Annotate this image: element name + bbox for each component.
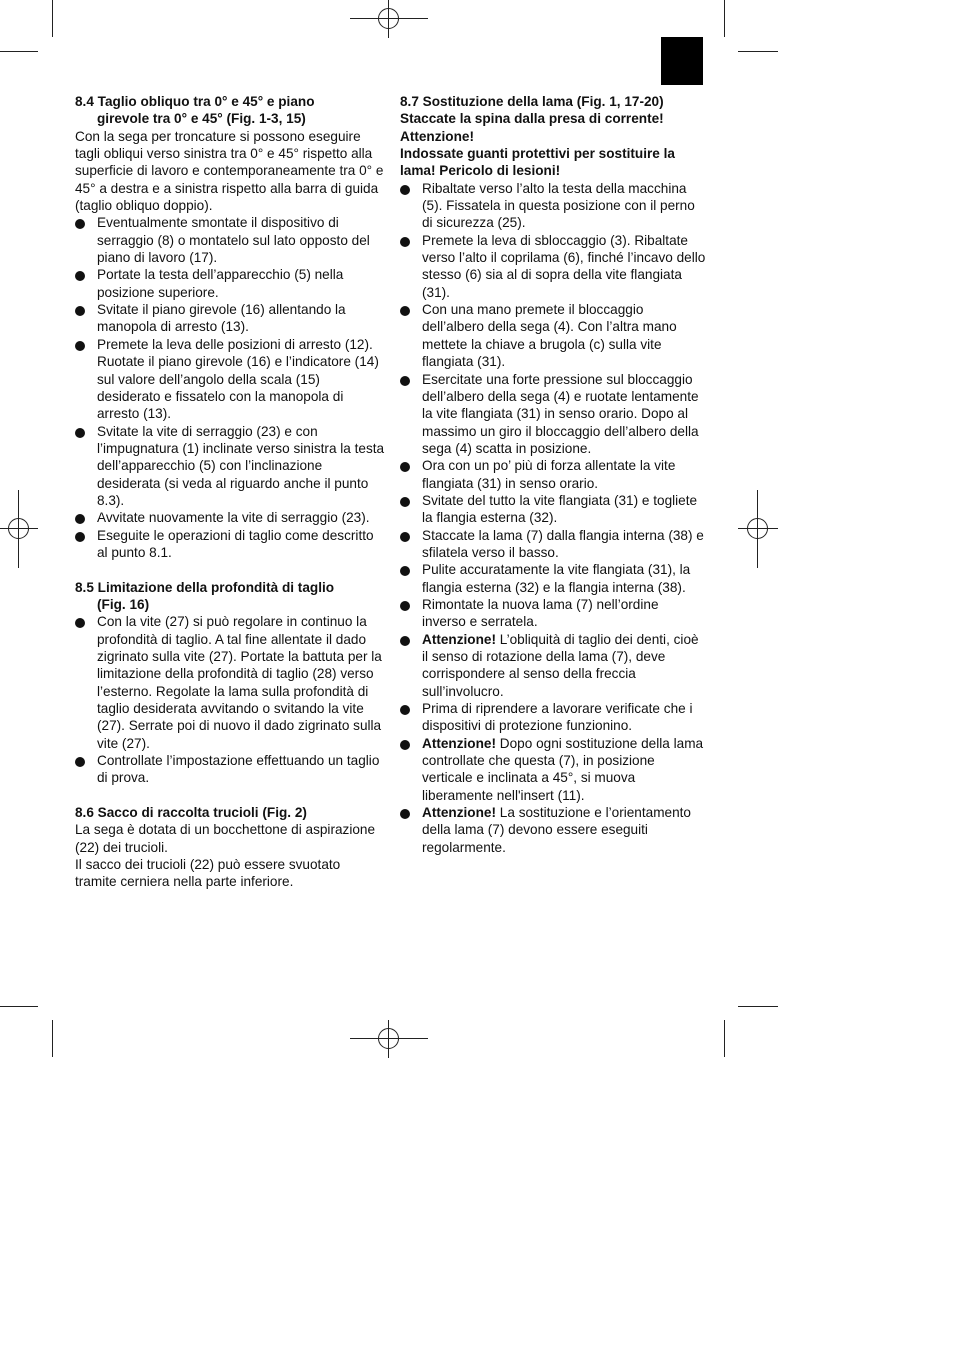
list-item: Ribaltate verso l’alto la testa della macchina (5). Fissatela in questa posizione con il perno di sicurezza (25).: [400, 180, 706, 232]
list-item-attention: Attenzione! Dopo ogni sostituzione della lama controllate che questa (7), in posizione verticale e inclinata a 45°, si muova liberamente nell'insert (11).: [400, 735, 706, 804]
bullet-icon: [400, 532, 410, 542]
section-8-5-list: [75, 613, 385, 786]
list-item: Controllate l’impostazione effettuando un taglio di prova.: [75, 752, 385, 787]
bullet-icon: [75, 428, 85, 438]
right-column: [400, 93, 706, 856]
bullet-icon: [75, 514, 85, 524]
section-8-4: [75, 93, 385, 561]
section-8-4-title-1: 8.4 Taglio obliquo tra 0° e 45° e piano: [75, 94, 315, 109]
list-item: Svitate del tutto la vite flangiata (31) e togliete la flangia esterna (32).: [400, 492, 706, 527]
section-8-4-title-2: girevole tra 0° e 45° (Fig. 1-3, 15): [97, 111, 306, 127]
warning-attention: Attenzione!: [400, 128, 475, 144]
bullet-icon: [400, 237, 410, 247]
list-item: Pulite accuratamente la vite flangiata (31), la flangia esterna (32) e la flangia interna (38).: [400, 561, 706, 596]
bullet-icon: [400, 376, 410, 386]
list-item: Svitate il piano girevole (16) allentando la manopola di arresto (13).: [75, 301, 385, 336]
bullet-icon: [75, 757, 85, 767]
bullet-icon: [400, 497, 410, 507]
bullet-icon: [400, 705, 410, 715]
section-8-7-title: 8.7 Sostituzione della lama (Fig. 1, 17-20): [400, 94, 664, 109]
list-item: Portate la testa dell’apparecchio (5) nella posizione superiore.: [75, 266, 385, 301]
section-8-6-title: 8.6 Sacco di raccolta trucioli (Fig. 2): [75, 805, 307, 821]
list-item-attention: Attenzione! L’obliquità di taglio dei denti, cioè il senso di rotazione della lama (7), deve corrispondere al senso della freccia sull’involucro.: [400, 631, 706, 700]
language-tab-marker: [661, 37, 703, 85]
bullet-icon: [400, 601, 410, 611]
list-item: Staccate la lama (7) dalla flangia interna (38) e sfilatela verso il basso.: [400, 527, 706, 562]
warning-unplug: Staccate la spina dalla presa di corrente!: [400, 111, 664, 127]
warning-gloves: Indossate guanti protettivi per sostituire la lama! Pericolo di lesioni!: [400, 146, 675, 179]
bullet-icon: [400, 636, 410, 646]
bullet-icon: [400, 809, 410, 819]
bullet-icon: [400, 566, 410, 576]
left-column: [75, 93, 385, 891]
bullet-icon: [400, 462, 410, 472]
bullet-icon: [75, 618, 85, 628]
list-item: Esercitate una forte pressione sul bloccaggio dell’albero della sega (4) e ruotate lentamente la vite flangiata (31) in senso orario. Dopo al massimo un giro il bloccaggio dell’albero della sega (4) scatta in posizione.: [400, 371, 706, 458]
bullet-icon: [75, 306, 85, 316]
section-8-6: [75, 804, 385, 891]
list-item: Avvitate nuovamente la vite di serraggio (23).: [75, 509, 385, 526]
list-item: Con una mano premete il bloccaggio dell’albero della sega (4). Con l’altra mano mettete la chiave a brugola (c) sulla vite flangiata (31).: [400, 301, 706, 370]
section-8-6-para-2: Il sacco dei trucioli (22) può essere svuotato tramite cerniera nella parte inferiore.: [75, 857, 341, 890]
bullet-icon: [75, 341, 85, 351]
section-8-4-list: [75, 214, 385, 561]
section-8-7-list: [400, 180, 706, 856]
bullet-icon: [75, 271, 85, 281]
list-item: Premete la leva di sbloccaggio (3). Ribaltate verso l’alto il coprilama (6), finché l’incavo dello stesso (6) sia al di sopra della vite flangiata (31).: [400, 232, 706, 301]
section-8-4-intro: Con la sega per troncature si possono eseguire tagli obliqui verso sinistra tra 0° e 45° rispetto alla superficie di lavoro e contemporaneamente tra 0° e 45° a destra e a sinistra rispetto alla barra di guida (taglio obliquo doppio).: [75, 128, 384, 214]
list-item: Ora con un po’ più di forza allentate la vite flangiata (31) in senso orario.: [400, 457, 706, 492]
list-item-attention: Attenzione! La sostituzione e l’orientamento della lama (7) devono essere eseguiti regolarmente.: [400, 804, 706, 856]
bullet-icon: [400, 306, 410, 316]
list-item: Svitate la vite di serraggio (23) e con l’impugnatura (1) inclinate verso sinistra la testa dell’apparecchio (5) con l’inclinazione desiderata (si veda al riguardo anche il punto 8.3).: [75, 423, 385, 510]
section-8-5-title-1: 8.5 Limitazione della profondità di taglio: [75, 579, 335, 595]
section-8-5-title-2: (Fig. 16): [97, 596, 150, 612]
list-item: Con la vite (27) si può regolare in continuo la profondità di taglio. A tal fine allentate il dado zigrinato sulla vite (27). Portate la battuta per la limitazione della profondità di taglio (28) verso l’esterno. Regolate la lama sulla profondità di taglio desiderata avvitando o svitando la vite (27). Serrate poi di nuovo il dado zigrinato sulla vite (27).: [75, 613, 385, 752]
bullet-icon: [75, 219, 85, 229]
list-item: Eventualmente smontate il dispositivo di serraggio (8) o montatelo sul lato opposto del piano di lavoro (17).: [75, 214, 385, 266]
list-item: Prima di riprendere a lavorare verificate che i dispositivi di protezione funzionino.: [400, 700, 706, 735]
bullet-icon: [75, 532, 85, 542]
section-8-6-para-1: La sega è dotata di un bocchettone di aspirazione (22) dei trucioli.: [75, 822, 376, 855]
list-item: Eseguite le operazioni di taglio come descritto al punto 8.1.: [75, 527, 385, 562]
list-item: Premete la leva delle posizioni di arresto (12). Ruotate il piano girevole (16) e l’indicatore (14) sul valore dell’angolo della scala (15) desiderato e fissatelo con la manopola di arresto (13).: [75, 336, 385, 423]
bullet-icon: [400, 185, 410, 195]
list-item: Rimontate la nuova lama (7) nell’ordine inverso e serratela.: [400, 596, 706, 631]
bullet-icon: [400, 740, 410, 750]
section-8-5: [75, 579, 385, 787]
section-8-7: [400, 93, 706, 856]
